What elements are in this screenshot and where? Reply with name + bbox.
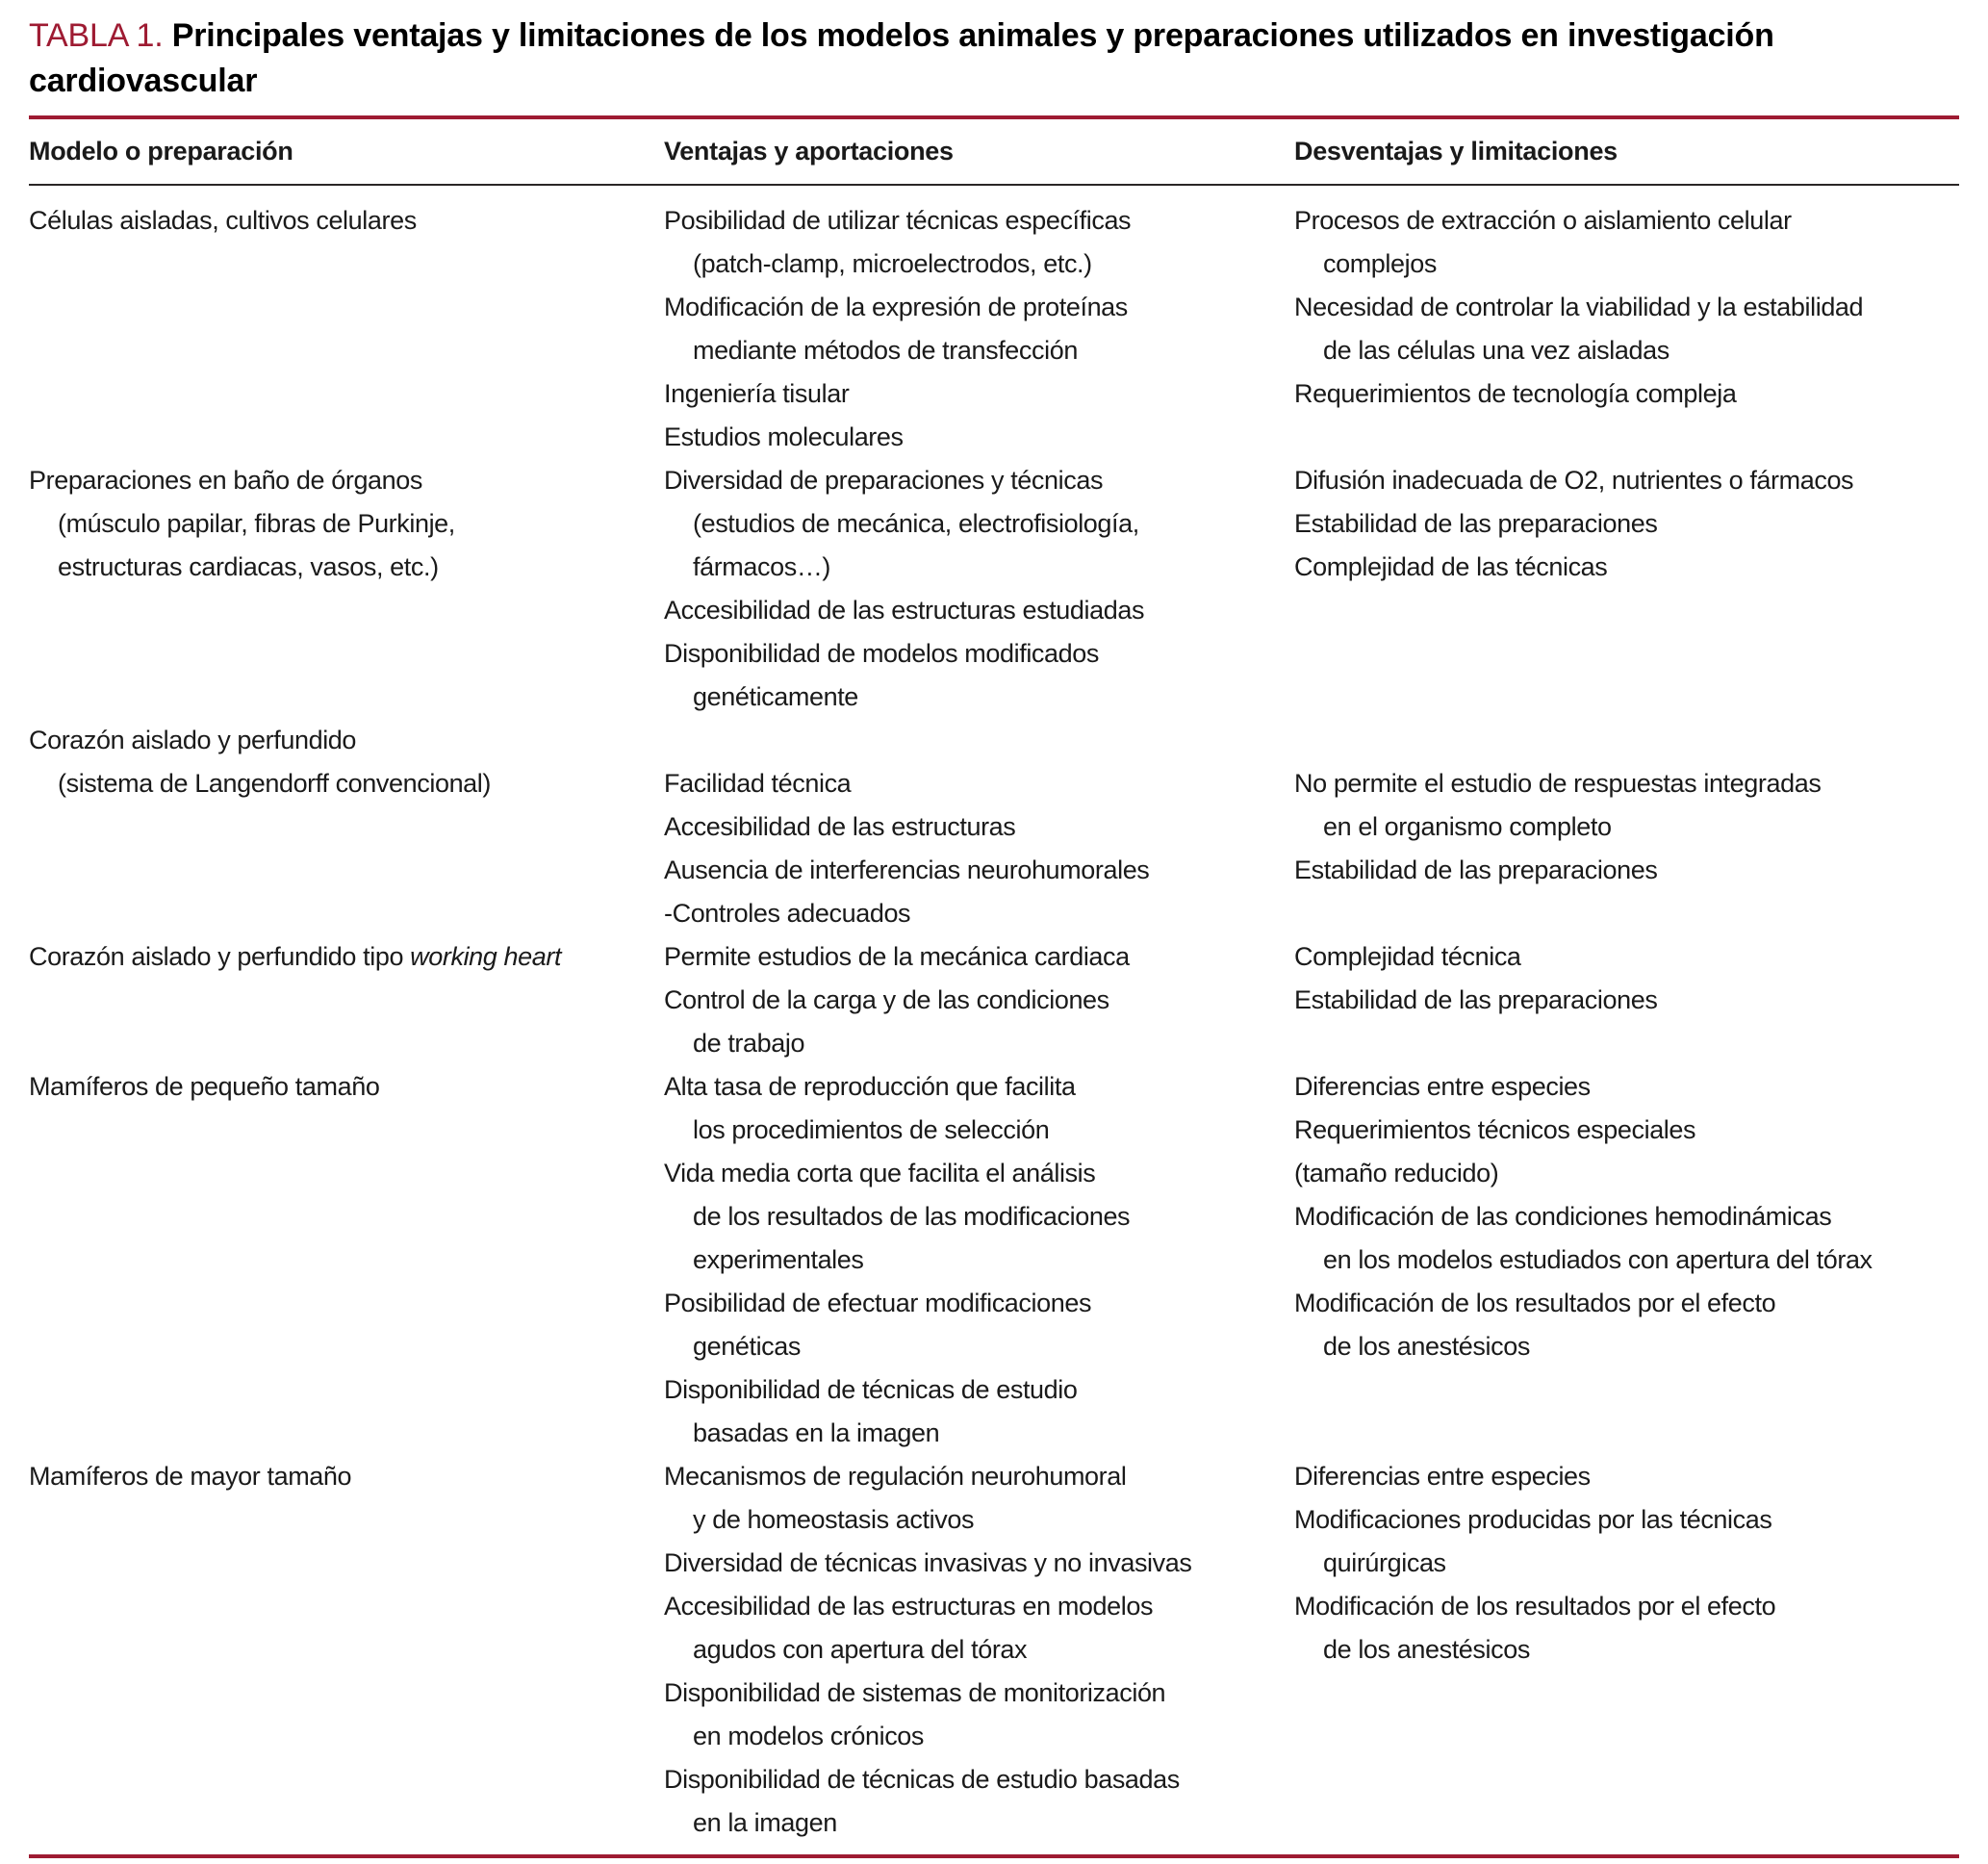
cell-modelo xyxy=(29,459,664,719)
table-row xyxy=(29,199,1959,459)
table-line: Corazón aislado y perfundido xyxy=(29,726,357,754)
table-line: Preparaciones en baño de órganos xyxy=(29,466,423,495)
table-line: (sistema de Langendorff convencional) xyxy=(58,769,491,798)
table-line: Estabilidad de las preparaciones xyxy=(1294,985,1658,1014)
table-line: Ausencia de interferencias neurohumorales xyxy=(664,855,1150,884)
table-line: Disponibilidad de técnicas de estudio xyxy=(664,1375,1078,1404)
cell-ventajas xyxy=(664,459,1294,719)
cell-desventajas xyxy=(1294,1065,1959,1455)
bottom-rule xyxy=(29,1854,1959,1858)
table-line: de los resultados de las modificaciones xyxy=(693,1202,1131,1231)
table-title-text: Principales ventajas y limitaciones de los modelos animales y preparaciones utilizados en investigación cardiovascular xyxy=(29,17,1774,99)
table-line: Alta tasa de reproducción que facilita xyxy=(664,1072,1076,1101)
table-line: quirúrgicas xyxy=(1323,1548,1446,1577)
table-row xyxy=(29,1065,1959,1455)
table-body xyxy=(29,186,1959,1845)
table-line: agudos con apertura del tórax xyxy=(693,1635,1028,1664)
column-header-modelo: Modelo o preparación xyxy=(29,137,293,166)
cell-ventajas xyxy=(664,1455,1294,1845)
table-header-row xyxy=(29,119,1959,184)
table-line: Facilidad técnica xyxy=(664,769,852,798)
table-line: mediante métodos de transfección xyxy=(693,336,1078,365)
table-line: de trabajo xyxy=(693,1029,805,1058)
table-line: Mecanismos de regulación neurohumoral xyxy=(664,1462,1127,1491)
table-line: Células aisladas, cultivos celulares xyxy=(29,206,417,235)
table-line: genéticas xyxy=(693,1332,801,1361)
cell-modelo xyxy=(29,1455,664,1845)
table-line: Mamíferos de mayor tamaño xyxy=(29,1462,352,1491)
table-line xyxy=(1294,719,1959,762)
table-line: Ingeniería tisular xyxy=(664,379,850,408)
cell-modelo xyxy=(29,935,664,1065)
table-line: Modificación de los resultados por el efecto xyxy=(1294,1592,1776,1621)
table-line: Disponibilidad de técnicas de estudio basadas xyxy=(664,1765,1180,1794)
table-title-label: TABLA 1. xyxy=(29,17,164,54)
table-line: Control de la carga y de las condiciones xyxy=(664,985,1109,1014)
table-line: Posibilidad de utilizar técnicas específicas xyxy=(664,206,1132,235)
table-line: Accesibilidad de las estructuras estudiadas xyxy=(664,596,1145,625)
table-line: en el organismo completo xyxy=(1323,812,1612,841)
table-line: Disponibilidad de modelos modificados xyxy=(664,639,1099,668)
table-line: estructuras cardiacas, vasos, etc.) xyxy=(58,552,439,581)
table-line: Estabilidad de las preparaciones xyxy=(1294,855,1658,884)
table-title xyxy=(29,13,1959,104)
table-line: de los anestésicos xyxy=(1323,1332,1530,1361)
table-line: en modelos crónicos xyxy=(693,1722,925,1750)
table-line: Difusión inadecuada de O2, nutrientes o fármacos xyxy=(1294,466,1854,495)
cell-modelo xyxy=(29,719,664,935)
table-line: Modificación de los resultados por el efecto xyxy=(1294,1289,1776,1317)
cell-modelo xyxy=(29,199,664,459)
table-line: Modificaciones producidas por las técnicas xyxy=(1294,1505,1772,1534)
table-line: Requerimientos técnicos especiales xyxy=(1294,1115,1696,1144)
table-line: Estabilidad de las preparaciones xyxy=(1294,509,1658,538)
table-line: Complejidad técnica xyxy=(1294,942,1521,971)
table-line: de los anestésicos xyxy=(1323,1635,1530,1664)
table-line: basadas en la imagen xyxy=(693,1418,940,1447)
cell-ventajas xyxy=(664,719,1294,935)
cell-desventajas xyxy=(1294,1455,1959,1845)
table-line: (músculo papilar, fibras de Purkinje, xyxy=(58,509,455,538)
table-line: complejos xyxy=(1323,249,1437,278)
cell-desventajas xyxy=(1294,719,1959,935)
table-line: -Controles adecuados xyxy=(664,899,911,928)
cell-desventajas xyxy=(1294,935,1959,1065)
table-line: Complejidad de las técnicas xyxy=(1294,552,1608,581)
table-line: Diversidad de técnicas invasivas y no invasivas xyxy=(664,1548,1192,1577)
table-line: fármacos…) xyxy=(693,552,831,581)
table-line: Modificación de las condiciones hemodinámicas xyxy=(1294,1202,1832,1231)
table-line: en la imagen xyxy=(693,1808,837,1837)
table-line: Estudios moleculares xyxy=(664,422,904,451)
table-line: Diversidad de preparaciones y técnicas xyxy=(664,466,1104,495)
table-line: Posibilidad de efectuar modificaciones xyxy=(664,1289,1092,1317)
table-line: Diferencias entre especies xyxy=(1294,1462,1591,1491)
table-row xyxy=(29,719,1959,935)
table-row xyxy=(29,1455,1959,1845)
table-line: Requerimientos de tecnología compleja xyxy=(1294,379,1737,408)
table-line xyxy=(664,719,1294,762)
table-line: Diferencias entre especies xyxy=(1294,1072,1591,1101)
table-line: (estudios de mecánica, electrofisiología, xyxy=(693,509,1139,538)
table-row xyxy=(29,935,1959,1065)
table-line: Mamíferos de pequeño tamaño xyxy=(29,1072,380,1101)
table-line: en los modelos estudiados con apertura del tórax xyxy=(1323,1245,1873,1274)
table-line: experimentales xyxy=(693,1245,864,1274)
cell-desventajas xyxy=(1294,199,1959,459)
table-line: genéticamente xyxy=(693,682,858,711)
cell-ventajas xyxy=(664,935,1294,1065)
table-line: Accesibilidad de las estructuras en modelos xyxy=(664,1592,1154,1621)
cell-ventajas xyxy=(664,1065,1294,1455)
table-line: Disponibilidad de sistemas de monitorización xyxy=(664,1678,1166,1707)
cell-desventajas xyxy=(1294,459,1959,719)
table-row xyxy=(29,459,1959,719)
column-header-ventajas: Ventajas y aportaciones xyxy=(664,137,954,166)
table-line: Vida media corta que facilita el análisis xyxy=(664,1159,1096,1187)
column-header-desventajas: Desventajas y limitaciones xyxy=(1294,137,1618,166)
cell-ventajas xyxy=(664,199,1294,459)
table-line: No permite el estudio de respuestas integradas xyxy=(1294,769,1822,798)
table-line: Procesos de extracción o aislamiento celular xyxy=(1294,206,1792,235)
table-line: Corazón aislado y perfundido tipo working heart xyxy=(29,942,562,971)
table-line: los procedimientos de selección xyxy=(693,1115,1050,1144)
cell-modelo xyxy=(29,1065,664,1455)
table-line: Modificación de la expresión de proteínas xyxy=(664,293,1128,321)
table-line: Necesidad de controlar la viabilidad y la estabilidad xyxy=(1294,293,1864,321)
table-line: (tamaño reducido) xyxy=(1294,1159,1499,1187)
table-line: Accesibilidad de las estructuras xyxy=(664,812,1016,841)
table-line: Permite estudios de la mecánica cardiaca xyxy=(664,942,1130,971)
table-line: y de homeostasis activos xyxy=(693,1505,975,1534)
table-line: de las células una vez aisladas xyxy=(1323,336,1669,365)
table-line: (patch-clamp, microelectrodos, etc.) xyxy=(693,249,1092,278)
